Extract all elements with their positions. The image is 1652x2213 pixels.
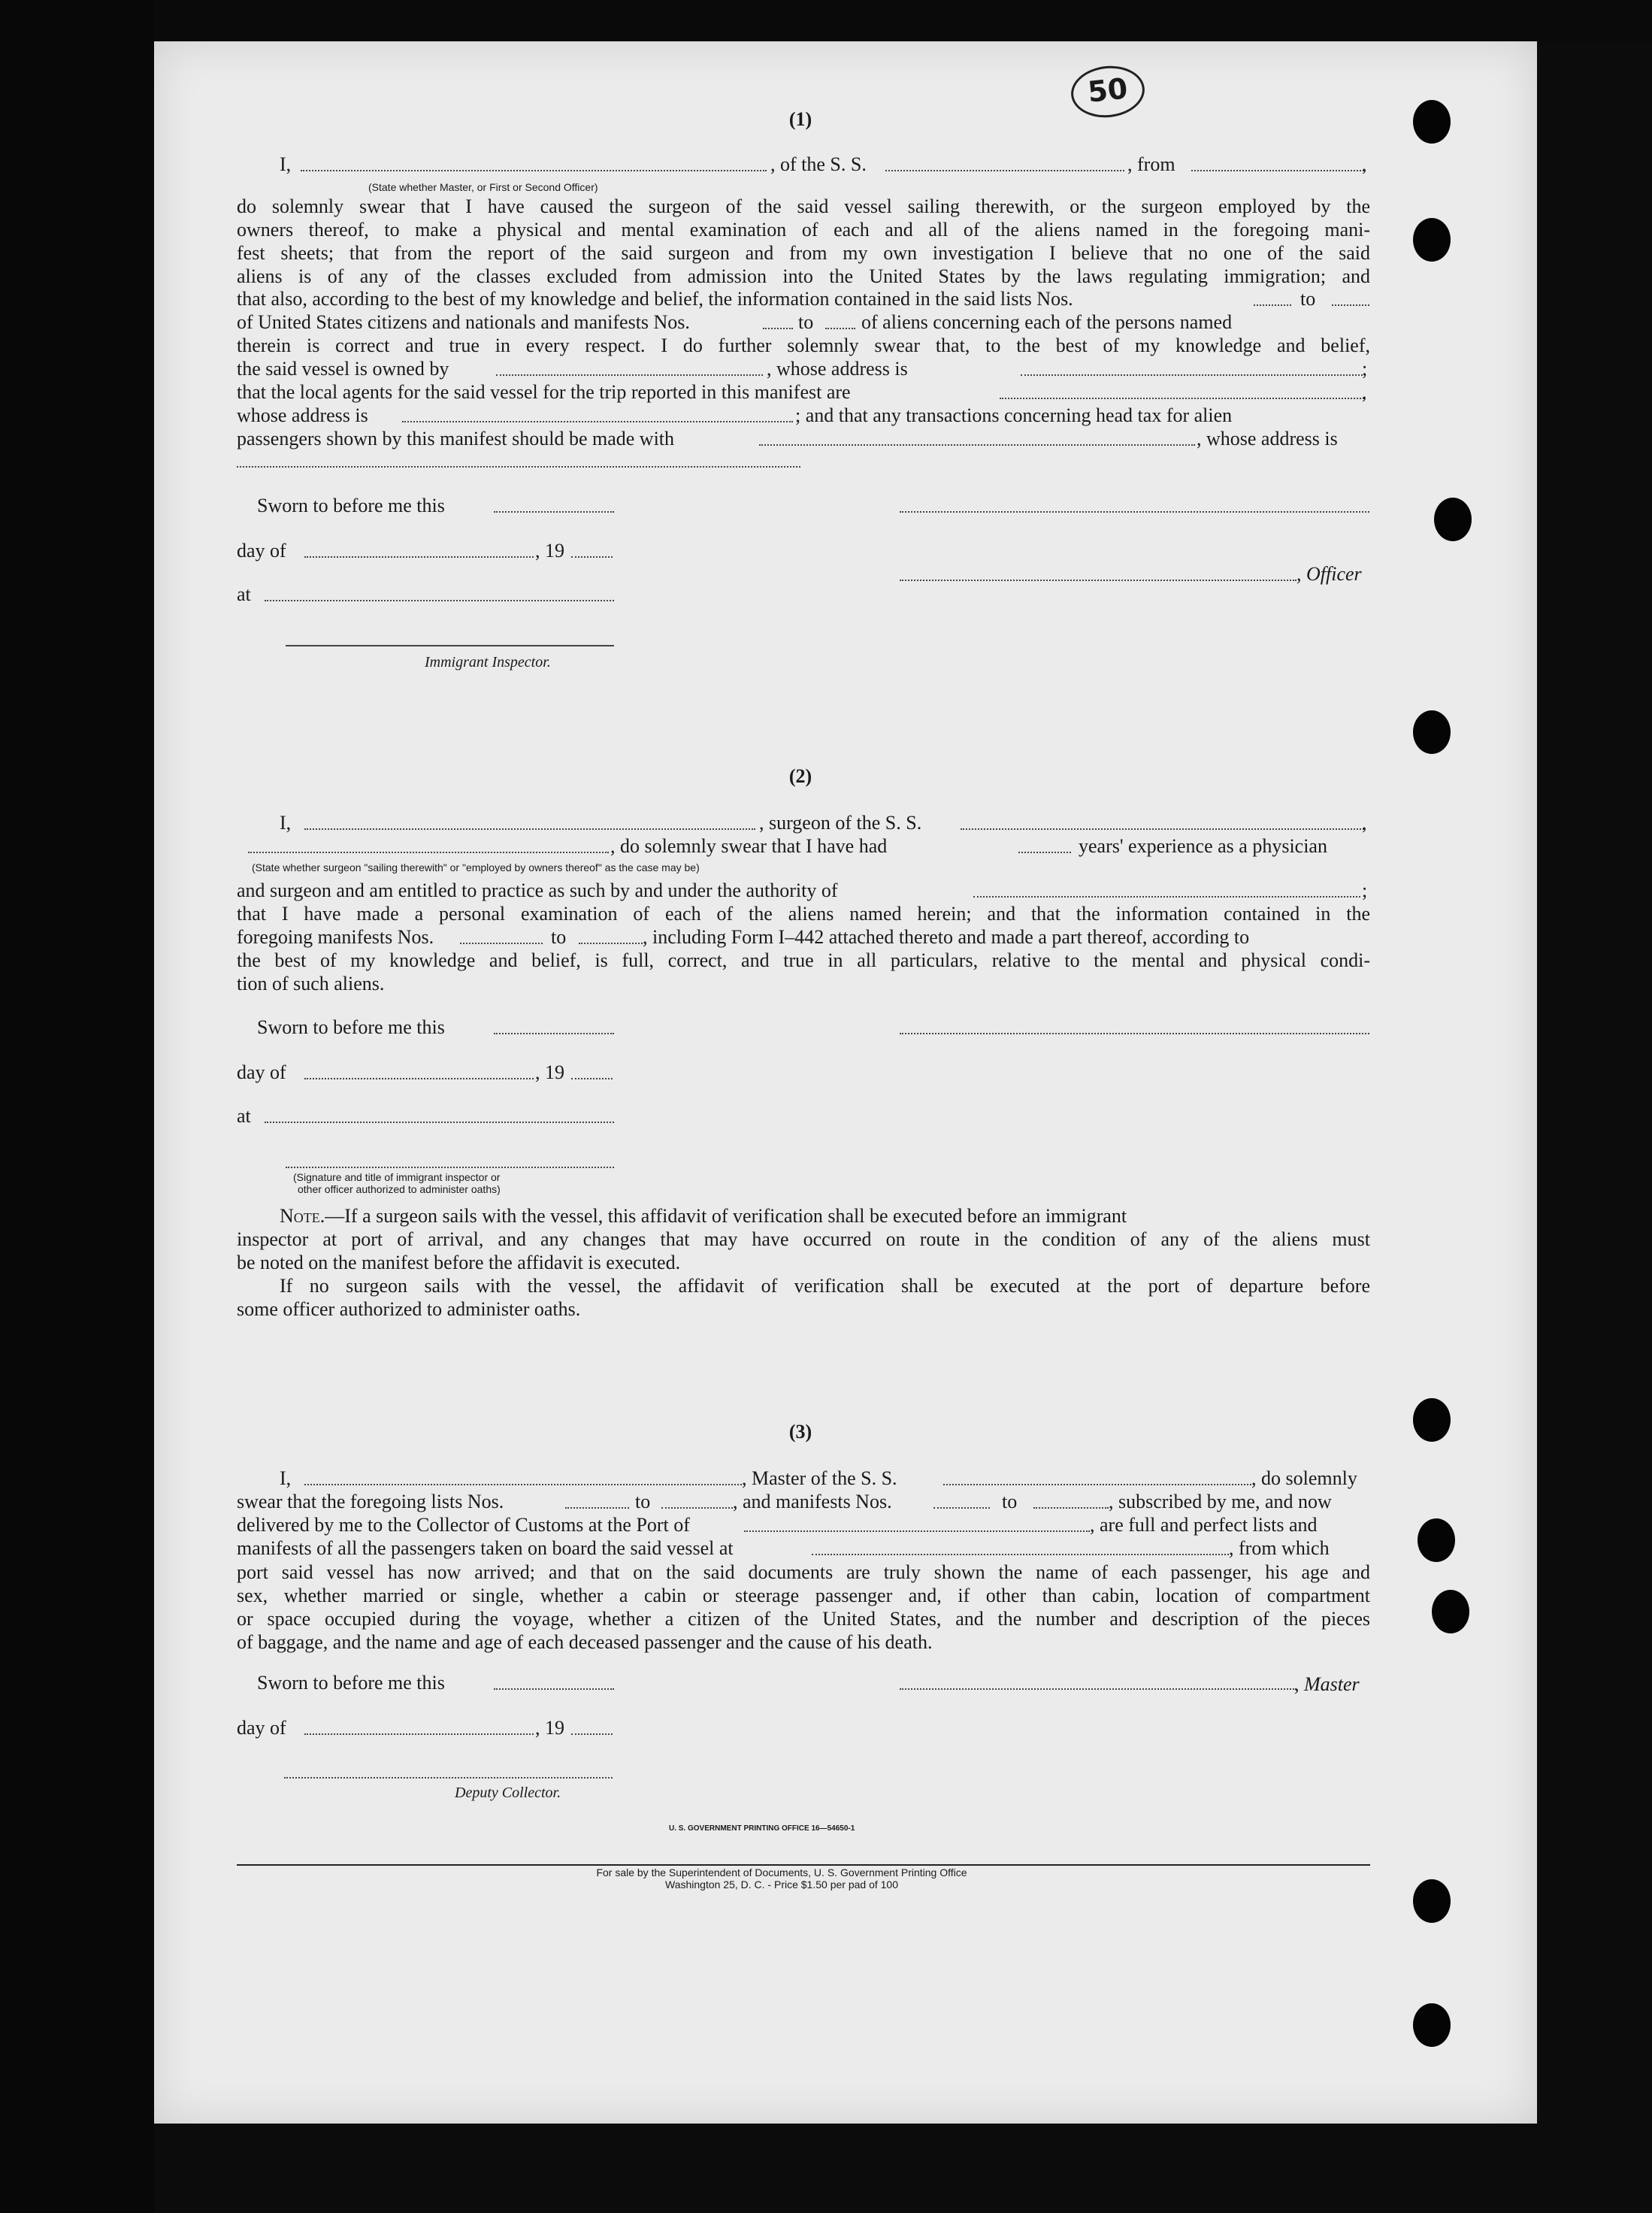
s1-l6a: of United States citizens and nationals and manifests Nos. xyxy=(237,311,690,333)
s1-of-ss: , of the S. S. xyxy=(770,153,867,175)
s2-note-line3: be noted on the manifest before the affidavit is executed. xyxy=(237,1252,681,1273)
s3-collector-signature-line[interactable] xyxy=(284,1777,613,1779)
s2-l2b: years' experience as a physician xyxy=(1079,835,1327,857)
s2-years-blank[interactable] xyxy=(1018,852,1071,853)
s1-from: , from xyxy=(1127,153,1175,175)
s1-l10b: ; and that any transactions concerning head tax for alien xyxy=(795,404,1233,426)
s1-dayof: day of xyxy=(237,540,286,562)
binder-hole xyxy=(1413,710,1451,754)
s1-at: at xyxy=(237,583,251,605)
s2-l6: the best of my knowledge and belief, is full, correct, and true in all particulars, relative to the mental and physical condi- xyxy=(237,949,1370,971)
s1-manifest-to-blank[interactable] xyxy=(825,328,855,329)
scan-border-top xyxy=(0,0,1652,41)
s2-l5a: foregoing manifests Nos. xyxy=(237,926,434,948)
s3-body-line: or space occupied during the voyage, whether a citizen of the United States, and the number and description of the pieces xyxy=(237,1608,1370,1630)
s2-sworn: Sworn to before me this xyxy=(257,1016,445,1038)
section1-heading: (1) xyxy=(788,108,812,130)
s1-l6c: of aliens concerning each of the persons named xyxy=(861,311,1233,333)
s1-l11a: passengers shown by this manifest should be made with xyxy=(237,428,675,450)
s3-manifest-to-blank[interactable] xyxy=(1033,1507,1109,1509)
s3-l4a: manifests of all the passengers taken on board the said vessel at xyxy=(237,1537,734,1559)
section2-heading: (2) xyxy=(788,765,812,787)
s2-manifest-to-blank[interactable] xyxy=(579,943,643,944)
s1-l8a: the said vessel is owned by xyxy=(237,358,449,380)
section3-heading: (3) xyxy=(788,1421,812,1443)
s1-inspector-signature-line[interactable] xyxy=(286,645,614,646)
footer-sale-1: For sale by the Superintendent of Documents, U. S. Government Printing Office xyxy=(596,1866,967,1878)
s3-i: I, xyxy=(280,1467,292,1489)
s3-l2b: to xyxy=(635,1491,651,1512)
s1-headtax-address-blank[interactable] xyxy=(237,466,800,468)
s1-agents-address-blank[interactable] xyxy=(402,421,793,422)
s2-inspector-signature-line[interactable] xyxy=(286,1167,614,1168)
s1-l8c: ; xyxy=(1362,358,1368,380)
s2-l5c: , including Form I–442 attached thereto and made a part thereof, according to xyxy=(643,926,1250,948)
s1-lists-from-blank[interactable] xyxy=(1254,304,1291,306)
s3-l4b: , from which xyxy=(1229,1537,1330,1559)
s1-year-blank[interactable] xyxy=(571,556,613,558)
s2-note-line1 xyxy=(280,1205,1127,1228)
s1-caption: (State whether Master, or First or Second Officer) xyxy=(368,181,598,193)
s1-body-line: fest sheets; that from the report of the said surgeon and from my own investigation I believe that no one of the said xyxy=(237,242,1370,264)
binder-hole xyxy=(1413,1398,1451,1442)
s1-l5b: to xyxy=(1300,288,1316,310)
s3-sworn-blank[interactable] xyxy=(494,1688,614,1690)
s3-l3a: delivered by me to the Collector of Customs at the Port of xyxy=(237,1514,690,1536)
s1-comma: , xyxy=(1362,153,1367,175)
s1-lists-to-blank[interactable] xyxy=(1332,304,1369,306)
binder-hole xyxy=(1434,498,1472,541)
s2-l1c: , xyxy=(1362,812,1367,834)
s3-body xyxy=(237,1561,1370,1654)
s3-lists-to-blank[interactable] xyxy=(661,1507,733,1509)
s2-note2-line1: If no surgeon sails with the vessel, the affidavit of verification shall be executed at the port of departure before xyxy=(280,1275,1370,1297)
s3-year-blank[interactable] xyxy=(571,1733,613,1735)
s3-deputy-label: Deputy Collector. xyxy=(455,1785,561,1801)
s2-l1b: , surgeon of the S. S. xyxy=(759,812,922,834)
s2-l5b: to xyxy=(551,926,567,948)
s2-caption: (State whether surgeon "sailing therewith" or "employed by owners thereof" as the case may be) xyxy=(252,861,700,873)
scan-border-left xyxy=(0,0,154,2213)
s1-body-line: do solemnly swear that I have caused the surgeon of the said vessel sailing therewith, or the surgeon employed by the xyxy=(237,195,1370,217)
s3-embarkation-blank[interactable] xyxy=(812,1554,1229,1555)
s2-year-blank[interactable] xyxy=(571,1078,613,1079)
s3-manifest-from-blank[interactable] xyxy=(933,1507,990,1509)
s3-master-name-blank[interactable] xyxy=(304,1484,742,1485)
page-number-stamp: 50 xyxy=(1069,62,1148,121)
s3-l3b: , are full and perfect lists and xyxy=(1090,1514,1318,1536)
gpo-imprint: U. S. GOVERNMENT PRINTING OFFICE 16—54650-1 xyxy=(669,1824,855,1833)
s3-l1b: , Master of the S. S. xyxy=(742,1467,897,1489)
s1-headtax-blank[interactable] xyxy=(759,444,1195,446)
s2-sig-caption-2: other officer authorized to administer oaths) xyxy=(298,1183,501,1195)
s2-surgeon-name-blank[interactable] xyxy=(304,828,755,830)
s1-l11b: , whose address is xyxy=(1197,428,1338,450)
s1-officer-label: , Officer xyxy=(1296,563,1362,585)
s2-l2a: , do solemnly swear that I have had xyxy=(610,835,888,857)
s1-nineteen: , 19 xyxy=(535,540,564,562)
s1-l9a: that the local agents for the said vessel for the trip reported in this manifest are xyxy=(237,381,851,403)
s2-authority-blank[interactable] xyxy=(973,896,1360,898)
binder-hole xyxy=(1413,100,1451,144)
s3-l2c: , and manifests Nos. xyxy=(733,1491,892,1512)
s1-i: I, xyxy=(280,153,292,175)
s1-officer-blank[interactable] xyxy=(900,580,1296,581)
s3-nineteen: , 19 xyxy=(535,1717,564,1739)
s3-l1c: , do solemnly xyxy=(1251,1467,1357,1489)
s1-body xyxy=(237,195,1370,288)
s2-sig-caption-1: (Signature and title of immigrant inspector or xyxy=(293,1171,501,1183)
s3-port-blank[interactable] xyxy=(744,1530,1090,1532)
s1-officer-signature-blank[interactable] xyxy=(900,511,1369,513)
footer-sale-2: Washington 25, D. C. - Price $1.50 per pad of 100 xyxy=(665,1878,898,1891)
s2-surgeon-signature-blank[interactable] xyxy=(900,1033,1369,1034)
binder-hole xyxy=(1432,1590,1469,1633)
s2-note2-line2: some officer authorized to administer oaths. xyxy=(237,1298,581,1320)
s1-sworn: Sworn to before me this xyxy=(257,495,445,516)
s1-manifest-from-blank[interactable] xyxy=(763,328,793,329)
binder-hole xyxy=(1413,1879,1451,1923)
s3-l2d: to xyxy=(1002,1491,1018,1512)
s1-body-line: aliens is of any of the classes excluded from admission into the United States by the laws regulating immigration; and xyxy=(237,265,1370,287)
s2-sworn-blank[interactable] xyxy=(494,1033,614,1034)
s1-l8b: , whose address is xyxy=(767,358,908,380)
s1-sworn-blank[interactable] xyxy=(494,511,614,513)
s1-body-line: owners thereof, to make a physical and mental examination of each and all of the aliens named in the foregoing mani- xyxy=(237,219,1370,241)
s2-l7: tion of such aliens. xyxy=(237,973,385,994)
s2-l4: that I have made a personal examination of each of the aliens named herein; and that the information contained in the xyxy=(237,903,1370,925)
s2-month-blank[interactable] xyxy=(304,1078,534,1079)
s1-place-blank[interactable] xyxy=(265,600,614,601)
s1-from-blank[interactable] xyxy=(1191,170,1364,171)
s1-month-blank[interactable] xyxy=(304,556,534,558)
s1-l7: therein is correct and true in every respect. I do further solemnly swear that, to the best of my knowledge and belief, xyxy=(237,335,1370,356)
s3-master-label: , Master xyxy=(1294,1673,1360,1695)
s3-master-signature-blank[interactable] xyxy=(900,1688,1296,1690)
s2-vessel-blank[interactable] xyxy=(961,828,1364,830)
s2-at: at xyxy=(237,1105,251,1127)
s2-l3a: and surgeon and am entitled to practice as such by and under the authority of xyxy=(237,879,838,901)
s2-note-label: Note. xyxy=(280,1205,325,1227)
s1-l5a: that also, according to the best of my knowledge and belief, the information contained in the said lists Nos. xyxy=(237,288,1073,310)
s3-month-blank[interactable] xyxy=(304,1733,534,1735)
s2-note-text: —If a surgeon sails with the vessel, this affidavit of verification shall be executed before an immigrant xyxy=(325,1205,1127,1227)
s2-manifest-from-blank[interactable] xyxy=(460,943,543,944)
s3-vessel-blank[interactable] xyxy=(943,1484,1251,1485)
s1-agents-blank[interactable] xyxy=(1000,398,1364,399)
binder-hole xyxy=(1413,2003,1451,2047)
s3-l2e: , subscribed by me, and now xyxy=(1109,1491,1332,1512)
s1-vessel-blank[interactable] xyxy=(885,170,1124,171)
footer-rule xyxy=(237,1864,1370,1866)
s2-place-blank[interactable] xyxy=(265,1122,614,1123)
s3-body-line: of baggage, and the name and age of each deceased passenger and the cause of his death. xyxy=(237,1631,933,1653)
s1-owner-address-blank[interactable] xyxy=(1021,374,1363,376)
s1-officer-name-blank[interactable] xyxy=(301,170,767,171)
binder-hole xyxy=(1418,1518,1455,1562)
s2-note-line2: inspector at port of arrival, and any changes that may have occurred on route in the condition of any of the aliens must xyxy=(237,1228,1370,1250)
s1-inspector-label: Immigrant Inspector. xyxy=(425,654,551,671)
s3-body-line: port said vessel has now arrived; and that on the said documents are truly shown the name of each passenger, his age and xyxy=(237,1561,1370,1583)
s1-owner-blank[interactable] xyxy=(496,374,763,376)
s2-status-blank[interactable] xyxy=(248,852,609,853)
s3-lists-from-blank[interactable] xyxy=(565,1507,629,1509)
s1-l6b: to xyxy=(798,311,814,333)
binder-hole xyxy=(1413,218,1451,262)
s2-dayof: day of xyxy=(237,1061,286,1083)
s2-l3b: ; xyxy=(1362,879,1368,901)
s1-l10a: whose address is xyxy=(237,404,368,426)
s3-l2a: swear that the foregoing lists Nos. xyxy=(237,1491,504,1512)
s3-sworn: Sworn to before me this xyxy=(257,1672,445,1694)
s2-i: I, xyxy=(280,812,292,834)
s1-l9b: , xyxy=(1362,381,1367,403)
s3-body-line: sex, whether married or single, whether a cabin or steerage passenger and, if other than cabin, location of compartment xyxy=(237,1585,1370,1606)
s3-dayof: day of xyxy=(237,1717,286,1739)
s2-nineteen: , 19 xyxy=(535,1061,564,1083)
